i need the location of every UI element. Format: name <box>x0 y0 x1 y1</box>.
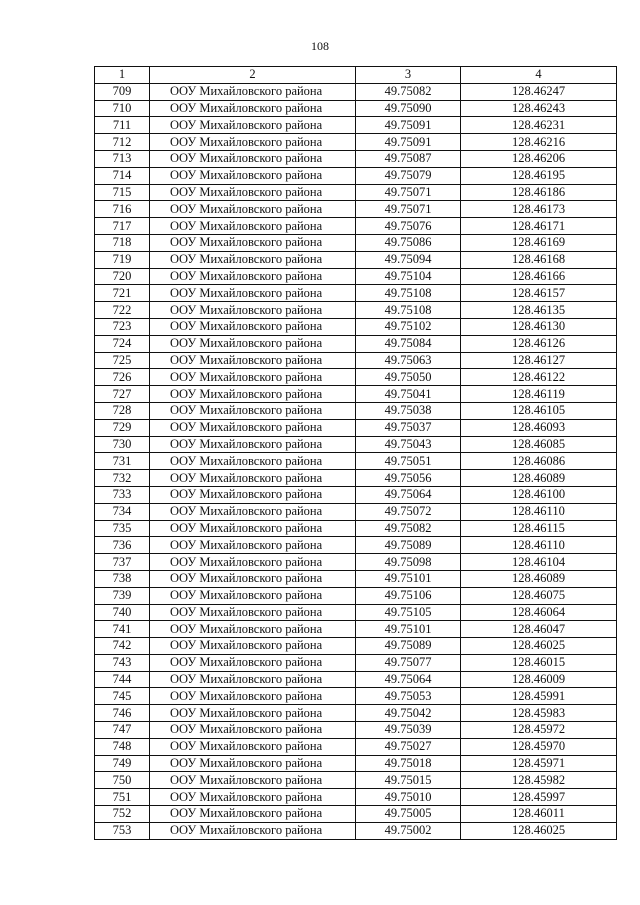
cell-longitude: 128.45972 <box>461 722 617 739</box>
table-row <box>95 117 617 134</box>
table-row <box>95 587 617 604</box>
table-row <box>95 167 617 184</box>
cell-name: ООУ Михайловского района <box>150 638 356 655</box>
cell-longitude: 128.46105 <box>461 402 617 419</box>
table-row <box>95 554 617 571</box>
cell-latitude: 49.75082 <box>356 83 461 100</box>
cell-longitude: 128.46206 <box>461 150 617 167</box>
cell-latitude: 49.75071 <box>356 184 461 201</box>
cell-longitude: 128.46089 <box>461 470 617 487</box>
table-row <box>95 789 617 806</box>
cell-longitude: 128.46173 <box>461 201 617 218</box>
cell-longitude: 128.46127 <box>461 352 617 369</box>
cell-number: 739 <box>95 587 150 604</box>
cell-latitude: 49.75071 <box>356 201 461 218</box>
cell-longitude: 128.46110 <box>461 537 617 554</box>
cell-name: ООУ Михайловского района <box>150 621 356 638</box>
cell-number: 721 <box>95 285 150 302</box>
cell-latitude: 49.75106 <box>356 587 461 604</box>
cell-number: 744 <box>95 671 150 688</box>
cell-latitude: 49.75076 <box>356 218 461 235</box>
cell-longitude: 128.46115 <box>461 520 617 537</box>
table-row <box>95 234 617 251</box>
cell-longitude: 128.46122 <box>461 369 617 386</box>
cell-longitude: 128.46195 <box>461 167 617 184</box>
cell-name: ООУ Михайловского района <box>150 369 356 386</box>
cell-name: ООУ Михайловского района <box>150 671 356 688</box>
cell-latitude: 49.75038 <box>356 402 461 419</box>
cell-number: 719 <box>95 251 150 268</box>
cell-number: 750 <box>95 772 150 789</box>
cell-number: 728 <box>95 402 150 419</box>
cell-name: ООУ Михайловского района <box>150 738 356 755</box>
cell-latitude: 49.75039 <box>356 722 461 739</box>
cell-longitude: 128.46126 <box>461 335 617 352</box>
table-row <box>95 402 617 419</box>
cell-longitude: 128.46025 <box>461 822 617 839</box>
cell-latitude: 49.75101 <box>356 570 461 587</box>
table-row <box>95 335 617 352</box>
cell-latitude: 49.75037 <box>356 419 461 436</box>
cell-longitude: 128.45991 <box>461 688 617 705</box>
cell-latitude: 49.75098 <box>356 554 461 571</box>
cell-name: ООУ Михайловского района <box>150 117 356 134</box>
table-body <box>95 83 617 839</box>
cell-number: 746 <box>95 705 150 722</box>
cell-name: ООУ Михайловского района <box>150 470 356 487</box>
cell-name: ООУ Михайловского района <box>150 268 356 285</box>
table-row <box>95 537 617 554</box>
cell-number: 711 <box>95 117 150 134</box>
cell-number: 722 <box>95 302 150 319</box>
cell-number: 742 <box>95 638 150 655</box>
cell-latitude: 49.75018 <box>356 755 461 772</box>
cell-number: 731 <box>95 453 150 470</box>
cell-latitude: 49.75064 <box>356 671 461 688</box>
cell-number: 726 <box>95 369 150 386</box>
cell-number: 716 <box>95 201 150 218</box>
cell-longitude: 128.46075 <box>461 587 617 604</box>
table-row <box>95 134 617 151</box>
table-row <box>95 352 617 369</box>
table-row <box>95 302 617 319</box>
cell-latitude: 49.75089 <box>356 638 461 655</box>
cell-longitude: 128.46009 <box>461 671 617 688</box>
cell-number: 740 <box>95 604 150 621</box>
cell-name: ООУ Михайловского района <box>150 806 356 823</box>
cell-name: ООУ Михайловского района <box>150 604 356 621</box>
table-row <box>95 453 617 470</box>
cell-longitude: 128.46093 <box>461 419 617 436</box>
cell-number: 749 <box>95 755 150 772</box>
cell-number: 714 <box>95 167 150 184</box>
cell-longitude: 128.46011 <box>461 806 617 823</box>
cell-number: 730 <box>95 436 150 453</box>
cell-number: 738 <box>95 570 150 587</box>
cell-longitude: 128.46089 <box>461 570 617 587</box>
cell-longitude: 128.45971 <box>461 755 617 772</box>
table-row <box>95 419 617 436</box>
cell-number: 723 <box>95 318 150 335</box>
cell-number: 734 <box>95 503 150 520</box>
cell-longitude: 128.46025 <box>461 638 617 655</box>
cell-longitude: 128.46135 <box>461 302 617 319</box>
cell-number: 717 <box>95 218 150 235</box>
cell-name: ООУ Михайловского района <box>150 503 356 520</box>
cell-latitude: 49.75091 <box>356 134 461 151</box>
coordinates-table <box>94 66 617 840</box>
cell-latitude: 49.75002 <box>356 822 461 839</box>
cell-longitude: 128.46130 <box>461 318 617 335</box>
cell-latitude: 49.75056 <box>356 470 461 487</box>
cell-name: ООУ Михайловского района <box>150 822 356 839</box>
cell-name: ООУ Михайловского района <box>150 419 356 436</box>
column-header-name: 2 <box>150 67 356 84</box>
cell-name: ООУ Михайловского района <box>150 772 356 789</box>
table-row <box>95 218 617 235</box>
table-row <box>95 738 617 755</box>
cell-name: ООУ Михайловского района <box>150 302 356 319</box>
cell-latitude: 49.75108 <box>356 285 461 302</box>
cell-latitude: 49.75043 <box>356 436 461 453</box>
cell-number: 712 <box>95 134 150 151</box>
cell-latitude: 49.75051 <box>356 453 461 470</box>
cell-latitude: 49.75072 <box>356 503 461 520</box>
table-row <box>95 486 617 503</box>
cell-longitude: 128.46047 <box>461 621 617 638</box>
column-header-number: 1 <box>95 67 150 84</box>
table-row <box>95 520 617 537</box>
cell-longitude: 128.46166 <box>461 268 617 285</box>
cell-longitude: 128.46169 <box>461 234 617 251</box>
cell-latitude: 49.75082 <box>356 520 461 537</box>
cell-latitude: 49.75053 <box>356 688 461 705</box>
cell-name: ООУ Михайловского района <box>150 402 356 419</box>
table-row <box>95 654 617 671</box>
cell-name: ООУ Михайловского района <box>150 251 356 268</box>
cell-latitude: 49.75089 <box>356 537 461 554</box>
cell-name: ООУ Михайловского района <box>150 352 356 369</box>
cell-number: 737 <box>95 554 150 571</box>
cell-name: ООУ Михайловского района <box>150 722 356 739</box>
cell-name: ООУ Михайловского района <box>150 520 356 537</box>
cell-latitude: 49.75087 <box>356 150 461 167</box>
cell-longitude: 128.45970 <box>461 738 617 755</box>
table-row <box>95 806 617 823</box>
cell-name: ООУ Михайловского района <box>150 587 356 604</box>
cell-longitude: 128.46015 <box>461 654 617 671</box>
cell-name: ООУ Михайловского района <box>150 789 356 806</box>
cell-latitude: 49.75104 <box>356 268 461 285</box>
cell-longitude: 128.46100 <box>461 486 617 503</box>
cell-longitude: 128.46216 <box>461 134 617 151</box>
table-row <box>95 671 617 688</box>
cell-longitude: 128.46104 <box>461 554 617 571</box>
cell-longitude: 128.46110 <box>461 503 617 520</box>
cell-name: ООУ Михайловского района <box>150 654 356 671</box>
cell-name: ООУ Михайловского района <box>150 134 356 151</box>
cell-longitude: 128.46064 <box>461 604 617 621</box>
cell-latitude: 49.75091 <box>356 117 461 134</box>
table-row <box>95 470 617 487</box>
table-row <box>95 688 617 705</box>
cell-latitude: 49.75077 <box>356 654 461 671</box>
cell-number: 718 <box>95 234 150 251</box>
cell-name: ООУ Михайловского района <box>150 100 356 117</box>
cell-latitude: 49.75010 <box>356 789 461 806</box>
cell-name: ООУ Михайловского района <box>150 218 356 235</box>
cell-name: ООУ Михайловского района <box>150 184 356 201</box>
table-header-row <box>95 67 617 84</box>
cell-number: 709 <box>95 83 150 100</box>
cell-latitude: 49.75084 <box>356 335 461 352</box>
column-header-latitude: 3 <box>356 67 461 84</box>
cell-name: ООУ Михайловского района <box>150 234 356 251</box>
table-row <box>95 285 617 302</box>
cell-number: 741 <box>95 621 150 638</box>
cell-name: ООУ Михайловского района <box>150 486 356 503</box>
cell-number: 752 <box>95 806 150 823</box>
table-row <box>95 822 617 839</box>
cell-longitude: 128.46085 <box>461 436 617 453</box>
cell-latitude: 49.75042 <box>356 705 461 722</box>
cell-latitude: 49.75050 <box>356 369 461 386</box>
cell-longitude: 128.46119 <box>461 386 617 403</box>
table-row <box>95 150 617 167</box>
cell-longitude: 128.45997 <box>461 789 617 806</box>
cell-name: ООУ Михайловского района <box>150 554 356 571</box>
cell-number: 720 <box>95 268 150 285</box>
cell-number: 715 <box>95 184 150 201</box>
cell-name: ООУ Михайловского района <box>150 755 356 772</box>
cell-latitude: 49.75105 <box>356 604 461 621</box>
table-row <box>95 705 617 722</box>
cell-longitude: 128.46086 <box>461 453 617 470</box>
cell-latitude: 49.75090 <box>356 100 461 117</box>
cell-longitude: 128.46157 <box>461 285 617 302</box>
cell-name: ООУ Михайловского района <box>150 386 356 403</box>
cell-number: 732 <box>95 470 150 487</box>
table-row <box>95 251 617 268</box>
cell-longitude: 128.46168 <box>461 251 617 268</box>
table-row <box>95 436 617 453</box>
cell-name: ООУ Михайловского района <box>150 83 356 100</box>
cell-latitude: 49.75079 <box>356 167 461 184</box>
table-row <box>95 722 617 739</box>
cell-longitude: 128.45983 <box>461 705 617 722</box>
cell-name: ООУ Михайловского района <box>150 570 356 587</box>
cell-longitude: 128.46231 <box>461 117 617 134</box>
cell-name: ООУ Михайловского района <box>150 436 356 453</box>
table-row <box>95 503 617 520</box>
table-row <box>95 638 617 655</box>
cell-number: 751 <box>95 789 150 806</box>
cell-name: ООУ Михайловского района <box>150 201 356 218</box>
table-row <box>95 772 617 789</box>
cell-number: 735 <box>95 520 150 537</box>
cell-name: ООУ Михайловского района <box>150 167 356 184</box>
cell-number: 753 <box>95 822 150 839</box>
column-header-longitude: 4 <box>461 67 617 84</box>
cell-number: 748 <box>95 738 150 755</box>
cell-latitude: 49.75094 <box>356 251 461 268</box>
table-row <box>95 100 617 117</box>
table-row <box>95 755 617 772</box>
cell-number: 710 <box>95 100 150 117</box>
cell-name: ООУ Михайловского района <box>150 318 356 335</box>
page-number: 108 <box>311 39 329 53</box>
cell-latitude: 49.75064 <box>356 486 461 503</box>
table-row <box>95 83 617 100</box>
cell-latitude: 49.75101 <box>356 621 461 638</box>
cell-longitude: 128.46247 <box>461 83 617 100</box>
table-row <box>95 621 617 638</box>
cell-latitude: 49.75027 <box>356 738 461 755</box>
cell-name: ООУ Михайловского района <box>150 688 356 705</box>
cell-latitude: 49.75102 <box>356 318 461 335</box>
cell-number: 747 <box>95 722 150 739</box>
cell-latitude: 49.75015 <box>356 772 461 789</box>
cell-name: ООУ Михайловского района <box>150 537 356 554</box>
cell-number: 727 <box>95 386 150 403</box>
cell-name: ООУ Михайловского района <box>150 705 356 722</box>
table-row <box>95 369 617 386</box>
cell-number: 713 <box>95 150 150 167</box>
cell-latitude: 49.75005 <box>356 806 461 823</box>
cell-number: 743 <box>95 654 150 671</box>
table-row <box>95 386 617 403</box>
cell-name: ООУ Михайловского района <box>150 150 356 167</box>
cell-longitude: 128.46243 <box>461 100 617 117</box>
cell-number: 725 <box>95 352 150 369</box>
cell-name: ООУ Михайловского района <box>150 285 356 302</box>
table-row <box>95 201 617 218</box>
cell-name: ООУ Михайловского района <box>150 453 356 470</box>
cell-latitude: 49.75086 <box>356 234 461 251</box>
table-row <box>95 604 617 621</box>
table-row <box>95 570 617 587</box>
cell-number: 736 <box>95 537 150 554</box>
table-row <box>95 318 617 335</box>
table-row <box>95 184 617 201</box>
cell-name: ООУ Михайловского района <box>150 335 356 352</box>
cell-number: 729 <box>95 419 150 436</box>
cell-number: 724 <box>95 335 150 352</box>
cell-latitude: 49.75108 <box>356 302 461 319</box>
cell-number: 745 <box>95 688 150 705</box>
cell-latitude: 49.75041 <box>356 386 461 403</box>
cell-latitude: 49.75063 <box>356 352 461 369</box>
cell-longitude: 128.46186 <box>461 184 617 201</box>
table-row <box>95 268 617 285</box>
cell-longitude: 128.46171 <box>461 218 617 235</box>
cell-number: 733 <box>95 486 150 503</box>
cell-longitude: 128.45982 <box>461 772 617 789</box>
